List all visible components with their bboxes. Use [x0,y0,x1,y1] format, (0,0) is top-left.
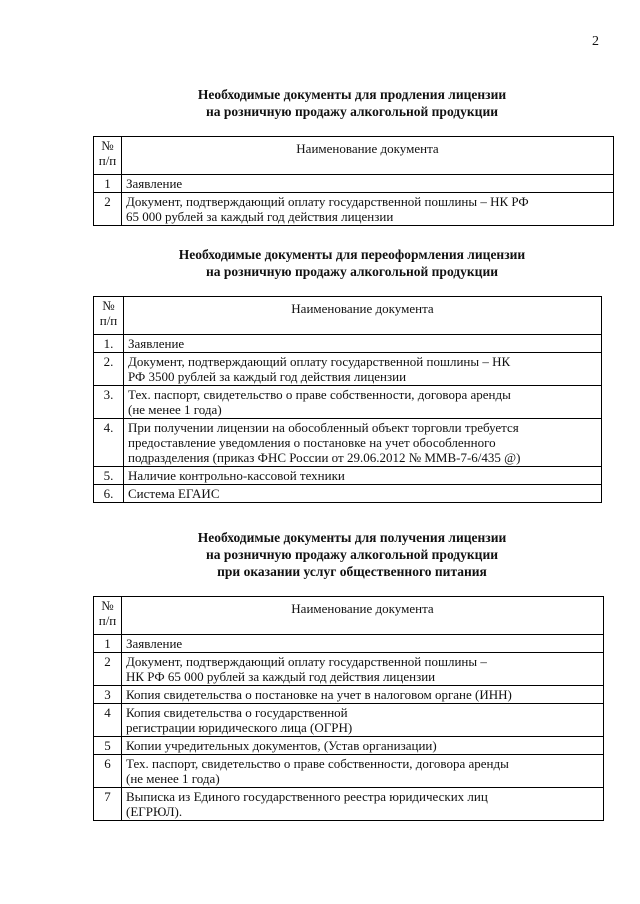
section-3-table [93,596,604,821]
row-number: 4. [94,419,124,467]
row-line: (не менее 1 года) [126,771,220,786]
section-2-title [0,246,640,280]
row-line: Документ, подтверждающий оплату государственной пошлины – НК [128,354,511,369]
row-line: (ЕГРЮЛ). [126,804,183,819]
row-line: Заявление [126,176,183,191]
row-document [122,653,604,686]
row-document [122,635,604,653]
row-document [122,704,604,737]
row-line: подразделения (приказ ФНС России от 29.06.2012 № ММВ-7-6/435 @) [128,450,521,465]
number-abbrev: п/п [98,613,117,628]
row-number: 6. [94,485,124,503]
row-number: 5 [94,737,122,755]
row-line: Заявление [128,336,185,351]
row-line: Копии учредительных документов, (Устав организации) [126,738,437,753]
section-2-title-line: на розничную продажу алкогольной продукции [205,264,498,279]
section-2-title-line: Необходимые документы для переоформления лицензии [178,247,526,262]
table-row [94,335,602,353]
row-number: 2. [94,353,124,386]
row-line: (не менее 1 года) [128,402,222,417]
number-column-header [94,137,122,175]
page-number: 2 [592,34,599,49]
row-number: 2 [94,193,122,226]
table-row [94,485,602,503]
table-header-row [94,137,614,175]
row-line: Копия свидетельства о государственной [126,705,348,720]
row-line: Документ, подтверждающий оплату государственной пошлины – [126,654,487,669]
section-3-title-line: на розничную продажу алкогольной продукции [205,547,498,562]
section-1-title [0,86,640,120]
row-document [124,467,602,485]
name-column-header: Наименование документа [124,297,602,335]
row-document [122,686,604,704]
row-document [122,193,614,226]
section-1-title-line: на розничную продажу алкогольной продукции [205,104,498,119]
table-row [94,419,602,467]
table-row [94,755,604,788]
row-number: 1 [94,635,122,653]
number-column-header [94,597,122,635]
row-line: При получении лицензии на обособленный объект торговли требуется [128,420,519,435]
row-document [124,485,602,503]
table-row [94,704,604,737]
row-document [122,737,604,755]
row-line: Система ЕГАИС [128,486,220,501]
table-header-row [94,297,602,335]
row-line: Копия свидетельства о постановке на учет в налоговом органе (ИНН) [126,687,512,702]
row-number: 5. [94,467,124,485]
row-document [122,175,614,193]
row-line: РФ 3500 рублей за каждый год действия лицензии [128,369,407,384]
row-number: 3. [94,386,124,419]
row-number: 3 [94,686,122,704]
row-line: Тех. паспорт, свидетельство о праве собственности, договора аренды [126,756,509,771]
number-abbrev: п/п [99,313,118,328]
row-line: Тех. паспорт, свидетельство о праве собственности, договора аренды [128,387,511,402]
table-row [94,686,604,704]
row-number: 6 [94,755,122,788]
section-3-title-line: Необходимые документы для получения лицензии [197,530,507,545]
row-document [124,386,602,419]
table-row [94,788,604,821]
row-number: 2 [94,653,122,686]
row-line: предоставление уведомления о постановке на учет обособленного [128,435,496,450]
number-sign: № [102,298,115,313]
section-1-table [93,136,614,226]
row-document [124,335,602,353]
section-3-title [0,529,640,580]
row-document [122,788,604,821]
row-number: 1 [94,175,122,193]
section-3-title-line: при оказании услуг общественного питания [217,564,487,579]
number-sign: № [101,598,114,613]
row-line: Заявление [126,636,183,651]
table-row [94,193,614,226]
table-header-row [94,597,604,635]
row-line: Выписка из Единого государственного реестра юридических лиц [126,789,488,804]
row-number: 4 [94,704,122,737]
table-row [94,467,602,485]
table-row [94,353,602,386]
number-sign: № [101,138,114,153]
name-column-header: Наименование документа [122,597,604,635]
table-row [94,635,604,653]
row-line: Документ, подтверждающий оплату государственной пошлины – НК РФ [126,194,529,209]
name-column-header: Наименование документа [122,137,614,175]
row-number: 1. [94,335,124,353]
row-line: 65 000 рублей за каждый год действия лицензии [126,209,394,224]
row-document [124,419,602,467]
section-1-title-line: Необходимые документы для продления лицензии [197,87,507,102]
row-line: регистрации юридического лица (ОГРН) [126,720,353,735]
table-row [94,175,614,193]
row-line: НК РФ 65 000 рублей за каждый год действия лицензии [126,669,436,684]
section-2-table [93,296,602,503]
table-row [94,386,602,419]
number-column-header [94,297,124,335]
row-document [122,755,604,788]
row-line: Наличие контрольно-кассовой техники [128,468,345,483]
table-row [94,653,604,686]
row-number: 7 [94,788,122,821]
row-document [124,353,602,386]
table-row [94,737,604,755]
number-abbrev: п/п [98,153,117,168]
